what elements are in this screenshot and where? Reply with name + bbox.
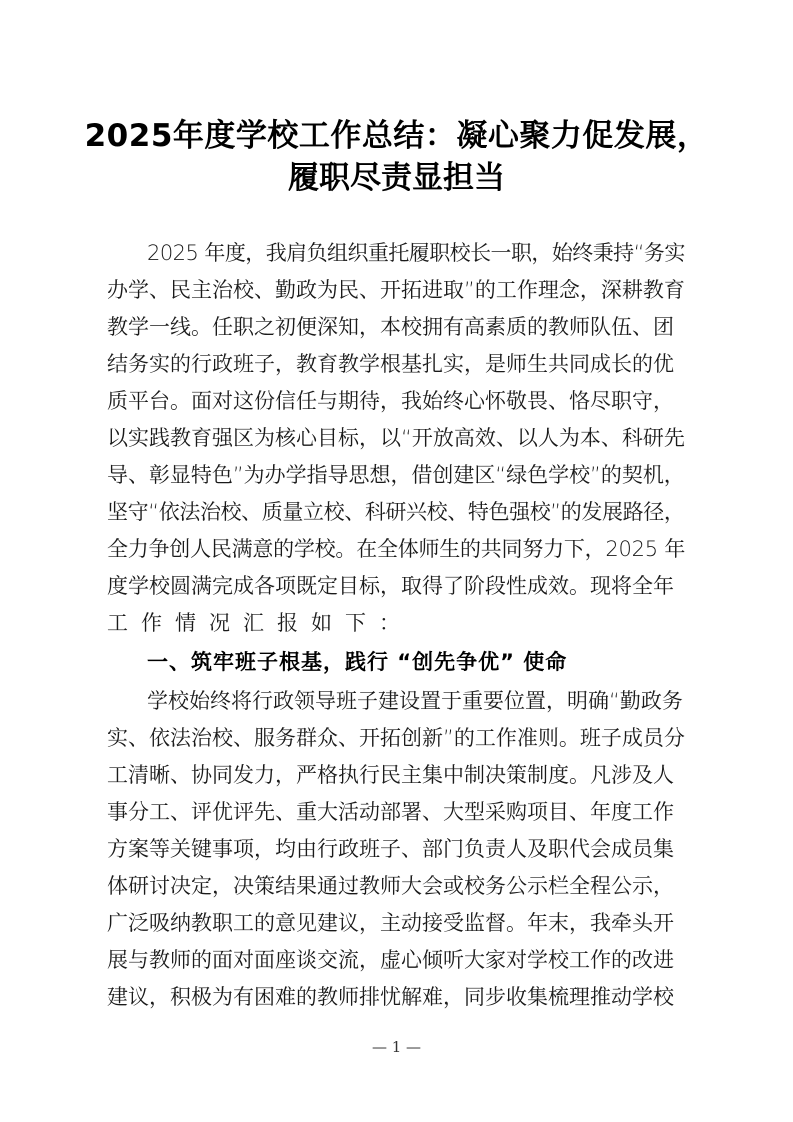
page-number: — 1 — <box>371 1038 422 1056</box>
paragraph-line: 办学、民主治校、勤政为民、开拓进取”的工作理念，深耕教育 <box>107 278 685 302</box>
paragraph-line: 质平台。面对这份信任与期待，我始终心怀敬畏、恪尽职守， <box>107 389 674 413</box>
paragraph-line: 坚守“依法治校、质量立校、科研兴校、特色强校”的发展路径， <box>107 500 685 524</box>
paragraph-line: 事分工、评优评先、重大活动部署、大型采购项目、年度工作 <box>107 800 674 824</box>
paragraph-line: 建议，积极为有困难的教师排忧解难，同步收集梳理推动学校 <box>107 985 674 1009</box>
paragraph-line: 实、依法治校、服务群众、开拓创新”的工作准则。班子成员分 <box>107 726 685 750</box>
paragraph-line: 广泛吸纳教职工的意见建议，主动接受监督。年末，我牵头开 <box>107 911 674 935</box>
paragraph-line: 2025 年度，我肩负组织重托履职校长一职，始终秉持“务实 <box>147 241 686 265</box>
document-title-line-1: 2025年度学校工作总结：凝心聚力促发展， <box>84 118 709 154</box>
paragraph-line: 导、彰显特色”为办学指导思想，借创建区“绿色学校”的契机， <box>107 463 685 487</box>
paragraph-line: 教学一线。任职之初便深知，本校拥有高素质的教师队伍、团 <box>107 315 674 339</box>
document-title-line-2: 履职尽责显担当 <box>288 160 505 196</box>
paragraph-line: 体研讨决定，决策结果通过教师大会或校务公示栏全程公示， <box>107 874 674 898</box>
paragraph-line: 展与教师的面对面座谈交流，虚心倾听大家对学校工作的改进 <box>107 948 674 972</box>
section-heading: 一、筑牢班子根基，践行 “创先争优” 使命 <box>147 650 568 674</box>
paragraph-line: 工清晰、协同发力，严格执行民主集中制决策制度。凡涉及人 <box>107 763 674 787</box>
paragraph-line: 全力争创人民满意的学校。在全体师生的共同努力下，2025 年 <box>107 537 686 561</box>
paragraph-line: 度学校圆满完成各项既定目标，取得了阶段性成效。现将全年 <box>107 574 674 598</box>
paragraph-line: 学校始终将行政领导班子建设置于重要位置，明确“勤政务 <box>147 689 683 713</box>
paragraph-line: 工作情况汇报如下： <box>107 611 413 635</box>
paragraph-line: 结务实的行政班子，教育教学根基扎实，是师生共同成长的优 <box>107 352 674 376</box>
paragraph-line: 以实践教育强区为核心目标，以“开放高效、以人为本、科研先 <box>107 426 685 450</box>
paragraph-line: 方案等关键事项，均由行政班子、部门负责人及职代会成员集 <box>107 837 674 861</box>
